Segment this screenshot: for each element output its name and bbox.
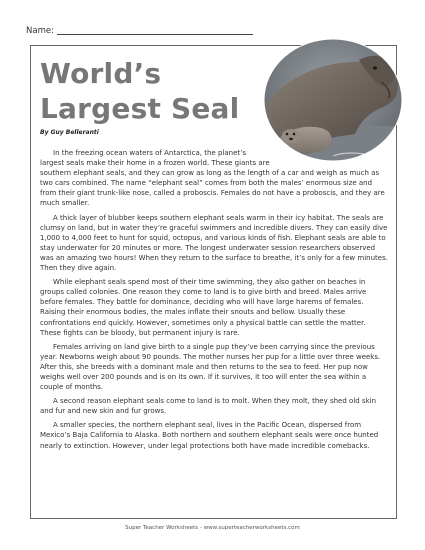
footer: Super Teacher Worksheets - www.superteacherworksheets.com [125, 525, 300, 531]
paragraph-4: Females arriving on land give birth to a single pup they’ve been carrying since the previous year. Newborns weigh about 90 pounds. The mother nurses her pup for a little over three weeks. After this, she breeds with a dominant male and then returns to the sea to feed. Her pup now weighs well over 200 pounds and is on its own. If it survives, it too will enter the sea within a couple of months. [40, 342, 381, 392]
elephant-seal-photo [263, 38, 403, 162]
paragraph-1: In the freezing ocean waters of Antarctica, the planet’s largest seals make their home in a frozen world. These giants are southern elephant seals, and they can grow as long as the length of a car and weigh as much as two cars combined. The name “elephant seal” comes from both the males’ enormous size and from their giant trunk-like nose, called a proboscis. Females do not have a proboscis, and they are much smaller. [40, 148, 388, 209]
paragraph-5: A second reason elephant seals come to land is to molt. When they molt, they shed old skin and fur and new skin and fur grows. [40, 397, 377, 416]
name-blank-line[interactable] [57, 34, 253, 35]
title-line-1: World’s [40, 57, 162, 90]
name-label: Name: [26, 26, 54, 36]
article-title [40, 56, 239, 126]
title-line-2: Largest Seal [40, 92, 240, 125]
paragraph-3: While elephant seals spend most of their time swimming, they also gather on beaches in groups called colonies. One reason they come to land is to give birth and breed. Males arrive before females. They battle for dominance, deciding who will have large harems of females. Raising their enormous bodies, the males inflate their snouts and bellow. Usually these confrontations end quickly. However, sometimes only a physical battle can settle the matter. These fights can be bloody, but permanent injury is rare. [40, 278, 367, 337]
name-field [26, 26, 253, 36]
photo-wrap-spacer [270, 148, 388, 168]
paragraph-6: A smaller species, the northern elephant seal, lives in the Pacific Ocean, dispersed from Mexico’s Baja California to Alaska. Both northern and southern elephant seals were once hunted nearly to extinction. However, under legal protections both have made incredible comebacks. [40, 421, 379, 450]
article-body [40, 148, 388, 455]
byline: By Guy Belleranti [40, 129, 99, 136]
paragraph-2: A thick layer of blubber keeps southern elephant seals warm in their icy habitat. The seals are clumsy on land, but in water they’re graceful swimmers and incredible divers. They can easily dive 1,000 to 4,000 feet to hunt for squid, octopus, and various kinds of fish. Elephant seals are able to stay underwater for 20 minutes or more. The longest underwater session researchers observed was an amazing two hours! When they return to the surface to breathe, it’s only for a few minutes. Then they dive again. [40, 213, 388, 273]
